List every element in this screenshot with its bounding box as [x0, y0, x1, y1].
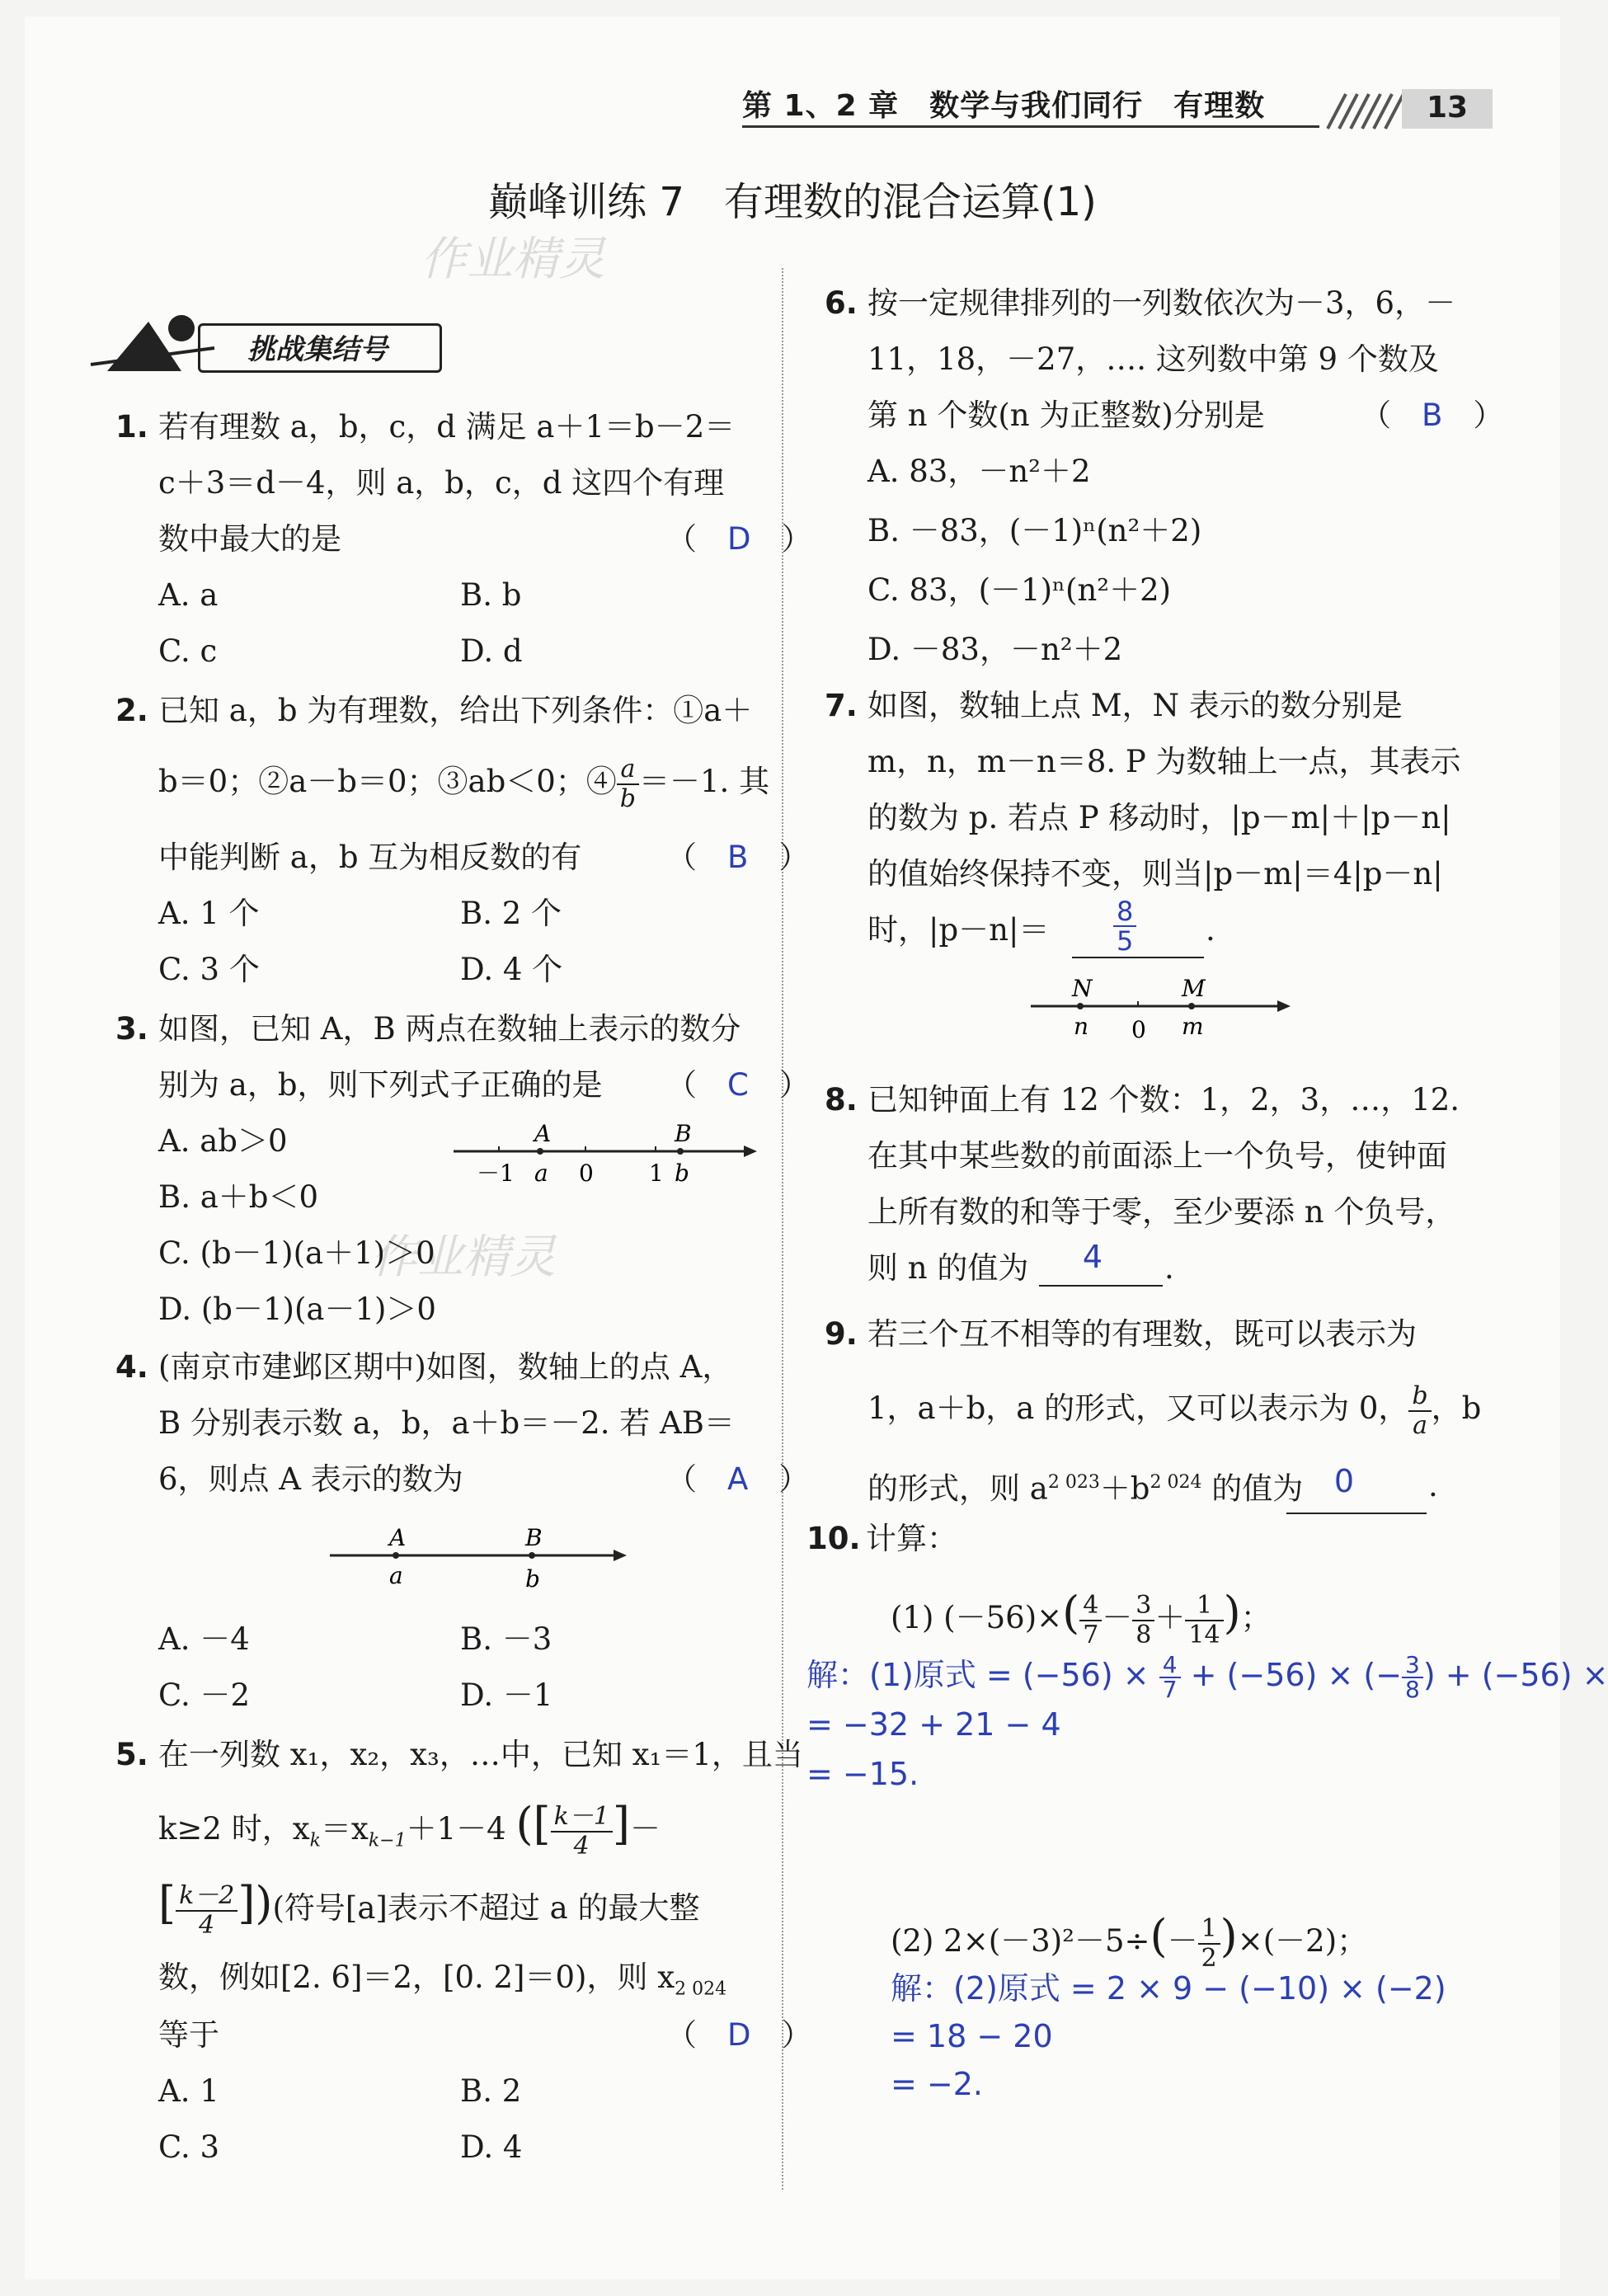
question-text: 如图，数轴上点 M，N 表示的数分别是 m，n，m－n＝8. P 为数轴上一点，其表示的数为 p. 若点 P 移动时，|p－m|＋|p－n|的值始终保持不变，则当|p－m|＝4|p－n|时，|p－n|＝ [867, 688, 1461, 948]
question-number: 9. [825, 1316, 858, 1352]
tick-0: 0 [579, 1160, 594, 1187]
fraction-top: 1 [1185, 1592, 1223, 1621]
solution-2-line-1: 解：(2)原式 = 2 × 9 − (−10) × (−2) [891, 1970, 1446, 2007]
tick-n: n [1074, 1013, 1089, 1040]
section-badge [91, 305, 445, 379]
watermark-2: 作业精灵 [371, 1230, 556, 1284]
fraction-a-over-b [617, 755, 639, 813]
option-c: C. c [158, 633, 218, 669]
answer: B [727, 840, 749, 875]
tick-b: b [675, 1160, 689, 1187]
answer: 4 [1082, 1239, 1103, 1275]
fraction-1-14 [1185, 1592, 1223, 1649]
fraction-3-8 [1402, 1650, 1423, 1703]
fraction-bottom: 8 [1135, 1620, 1152, 1649]
part-label: (2) 2×(－3)²－5÷ [891, 1923, 1150, 1959]
question-line-1: 若三个互不相等的有理数，既可以表示为 [867, 1316, 1417, 1352]
question-text: ，b [1431, 1390, 1482, 1426]
question-number: 6. [825, 285, 858, 321]
question-line-2 [158, 754, 769, 813]
fraction-bottom: a [1413, 1410, 1427, 1440]
answer-bottom: 5 [1117, 925, 1134, 957]
solution-2-line-2: = 18 − 20 [891, 2018, 1053, 2054]
option-b: B. 2 [460, 2073, 522, 2109]
question-text: ＝－1. 其 [639, 764, 770, 799]
number-line-q7 [1023, 972, 1303, 1046]
part-1: (1) (－56)×( $\frac{4}{7}$ － $\frac{3}{8}$ ＋ $\frac{1}{14}$ )； [891, 1587, 1272, 1649]
question-line-1: 在一列数 x₁，x₂，x₃，…中，已知 x₁＝1，且当 [158, 1737, 803, 1772]
fraction-4-7 [1079, 1592, 1102, 1649]
question-text: 的形式，则 a [867, 1470, 1048, 1507]
question-line-3 [867, 1455, 1303, 1517]
option-a: A. a [158, 577, 219, 613]
question-number: 3. [115, 1011, 148, 1047]
solution-1-line-2: = −32 + 21 − 4 [806, 1706, 1061, 1743]
solution-2-line-3: = −2. [891, 2066, 984, 2102]
tick-neg1: －1 [477, 1160, 515, 1187]
label-A: A [534, 1120, 552, 1147]
question-text: 1，a＋b，a 的形式，又可以表示为 0， [867, 1390, 1409, 1426]
question-line-3: 中能判断 a，b 互为相反数的有 [158, 840, 582, 875]
option-d: D. －83，－n²＋2 [867, 632, 1123, 667]
fraction-top: 3 [1132, 1592, 1154, 1621]
page [25, 16, 1608, 2280]
header-rule [742, 125, 1319, 128]
question-text: (符号[a]表示不超过 a 的最大整 [272, 1890, 700, 1926]
fraction-top: 4 [1079, 1592, 1102, 1621]
option-c: C. 3 [158, 2129, 220, 2165]
option-d: D. d [460, 633, 523, 669]
answer: C [727, 1067, 749, 1103]
tick-b: b [525, 1565, 540, 1593]
label-N: N [1072, 975, 1093, 1002]
option-b: B. －83，(－1)ⁿ(n²＋2) [867, 513, 1202, 548]
question-text: 若有理数 a，b，c，d 满足 a＋1＝b－2＝c＋3＝d－4，则 a，b，c，d 这四个有理数中最大的是 [158, 409, 736, 557]
part-text: ×(－2)； [1237, 1923, 1368, 1959]
watermark: 作业精灵 [421, 233, 605, 286]
option-c: C. 83，(－1)ⁿ(n²＋2) [867, 572, 1172, 608]
question-line-4 [158, 1950, 726, 2017]
fraction-top: a [617, 755, 639, 785]
answer-paren: （ C ） [666, 1067, 810, 1103]
question-text: (南京市建邺区期中)如图，数轴上的点 A，B 分别表示数 a，b，a＋b＝－2. 若 AB＝6，则点 A 表示的数为 [158, 1349, 735, 1497]
answer: D [727, 521, 751, 557]
punctuation: ； [1240, 1600, 1272, 1635]
question-line-2: k≥2 时，$x_k=x_{k-1}+1-4$ ([ $\frac{k-1}{4}$ ]－ [158, 1798, 661, 1861]
question-number: 7. [825, 688, 858, 723]
label-M: M [1182, 975, 1206, 1002]
period: . [1206, 912, 1215, 948]
superscript: 2 023 [1047, 1472, 1100, 1493]
label-A: A [389, 1524, 407, 1551]
tick-m: m [1182, 1013, 1204, 1040]
question-text: 如图，已知 A，B 两点在数轴上表示的数分别为 a，b，则下列式子正确的是 [158, 1011, 741, 1103]
fraction-b-over-a [1408, 1382, 1431, 1440]
fraction-1-2 [1198, 1915, 1220, 1973]
answer: B [1422, 398, 1443, 433]
question-text: 计算： [866, 1521, 957, 1556]
tick-a: a [389, 1562, 403, 1589]
option-d: D. －1 [460, 1677, 553, 1713]
question-text: 的值为 [1201, 1470, 1304, 1507]
operator: ＋ [1154, 1600, 1186, 1635]
label-B: B [525, 1524, 543, 1551]
option-d: D. (b－1)(a－1)＞0 [158, 1292, 436, 1327]
answer-paren: （ B ） [1361, 398, 1504, 433]
option-c: C. (b－1)(a＋1)＞0 [158, 1235, 435, 1271]
part-label: (1) (－56)× [891, 1600, 1063, 1635]
fraction-4-7 [1159, 1650, 1181, 1703]
number-line-q4 [322, 1517, 635, 1600]
question-line-5: 等于 [158, 2017, 219, 2053]
fraction-k-minus-1-over-4 [551, 1803, 613, 1861]
question-number: 8. [825, 1082, 858, 1117]
option-c: C. －2 [158, 1677, 251, 1713]
option-b: B. －3 [460, 1621, 552, 1657]
page-number: 13 [1426, 91, 1469, 125]
option-a: A. －4 [158, 1621, 250, 1657]
subscript: 2 024 [675, 1978, 727, 2000]
option-a: A. 83，－n²＋2 [867, 454, 1091, 489]
fraction-top: k－2 [176, 1882, 237, 1912]
operator: － [1102, 1600, 1133, 1635]
question-text: b＝0；②a－b＝0；③ab＜0；④ [158, 764, 617, 799]
option-b: B. b [460, 577, 522, 613]
option-a: A. 1 [158, 2073, 219, 2109]
fraction-top: 3 [1402, 1654, 1423, 1678]
tick-0: 0 [1131, 1016, 1146, 1043]
fraction-bottom: 7 [1083, 1620, 1099, 1649]
question-text: 已知钟面上有 12 个数：1，2，3，…，12. 在其中某些数的前面添上一个负号，使钟面上所有数的和等于零，至少要添 n 个负号，则 n 的值为 [867, 1082, 1460, 1286]
fraction-bottom: 4 [199, 1910, 215, 1940]
question-text: ＋1－4 [406, 1811, 506, 1847]
fraction-bottom: 14 [1188, 1620, 1220, 1649]
superscript: 2 024 [1150, 1472, 1202, 1493]
fraction-bottom: 8 [1405, 1675, 1420, 1703]
solution-text: 解：(1)原式 = (−56) × [806, 1657, 1150, 1693]
question-text: ＝x [320, 1811, 369, 1847]
period: . [1428, 1468, 1438, 1503]
climber-icon [91, 305, 214, 379]
header [742, 76, 1534, 132]
tick-1: 1 [649, 1160, 664, 1187]
fraction-top: 4 [1159, 1654, 1181, 1678]
answer-fraction [1113, 897, 1136, 955]
answer-top: 8 [1113, 897, 1136, 927]
answer: 0 [1333, 1463, 1355, 1499]
solution-text: ) + (−56) × [1422, 1657, 1608, 1693]
solution-1-line-1 [806, 1651, 1608, 1701]
question-line-3: [ $\frac{k-2}{4}$ ])(符号[a]表示不超过 a 的最大整 [158, 1877, 700, 1940]
fraction-top: b [1408, 1382, 1431, 1412]
answer-paren: （ A ） [666, 1461, 810, 1497]
question-text: k≥2 时，x [158, 1811, 310, 1847]
question-text: 数，例如[2. 6]＝2，[0. 2]＝0)，则 x [158, 1960, 675, 1995]
part-2: (2) 2×(－3)²－5÷(－ $\frac{1}{2}$ )×(－2)； [891, 1910, 1368, 1973]
answer: D [727, 2017, 751, 2053]
period: . [1164, 1250, 1174, 1286]
answer: A [727, 1461, 749, 1497]
option-b: B. 2 个 [460, 896, 562, 931]
question-number: 5. [115, 1737, 148, 1772]
solution-text: + (−56) × (− [1190, 1657, 1403, 1693]
question-text: ＋b [1099, 1470, 1150, 1507]
question-text: 按一定规律排列的一列数依次为－3，6，－11，18，－27，…. 这列数中第 9 个数及第 n 个数(n 为正整数)分别是 [867, 285, 1456, 433]
option-b: B. a＋b＜0 [158, 1179, 318, 1215]
header-stripes [1319, 92, 1410, 129]
question-number: 2. [115, 693, 148, 728]
answer-blank [1072, 899, 1204, 958]
fraction-bottom: 4 [573, 1831, 590, 1861]
answer-paren: （ D ） [666, 2017, 812, 2053]
option-d: D. 4 [460, 2129, 523, 2165]
option-a: A. 1 个 [158, 896, 260, 931]
option-c: C. 3 个 [158, 952, 260, 987]
header-chapter: 第 1、2 章 数学与我们同行 有理数 [742, 89, 1266, 123]
fraction-top: k－1 [551, 1803, 613, 1833]
question-line-2 [867, 1381, 1481, 1440]
question-number: 10. [806, 1521, 861, 1556]
answer-paren: （ D ） [666, 521, 812, 557]
fraction-3-8 [1132, 1592, 1154, 1649]
number-line-q3 [445, 1117, 759, 1191]
badge-label: 挑战集结号 [247, 333, 388, 366]
page-title: 巅峰训练 7 有理数的混合运算(1) [488, 179, 1097, 225]
question-line-1: 已知 a，b 为有理数，给出下列条件：①a＋ [158, 693, 753, 728]
solution-1-line-3: = −15. [806, 1756, 919, 1792]
question-number: 4. [115, 1349, 148, 1385]
option-a: A. ab＞0 [158, 1123, 288, 1159]
label-B: B [675, 1120, 692, 1147]
option-d: D. 4 个 [460, 952, 563, 987]
fraction-bottom: b [619, 783, 637, 813]
fraction-bottom: 2 [1201, 1943, 1217, 1973]
fraction-bottom: 7 [1162, 1675, 1178, 1703]
question-number: 1. [115, 409, 148, 445]
fraction-top: 1 [1198, 1915, 1220, 1945]
fraction-k-minus-2-over-4 [176, 1882, 237, 1940]
tick-a: a [534, 1160, 548, 1187]
answer-paren: （ B ） [666, 840, 810, 875]
